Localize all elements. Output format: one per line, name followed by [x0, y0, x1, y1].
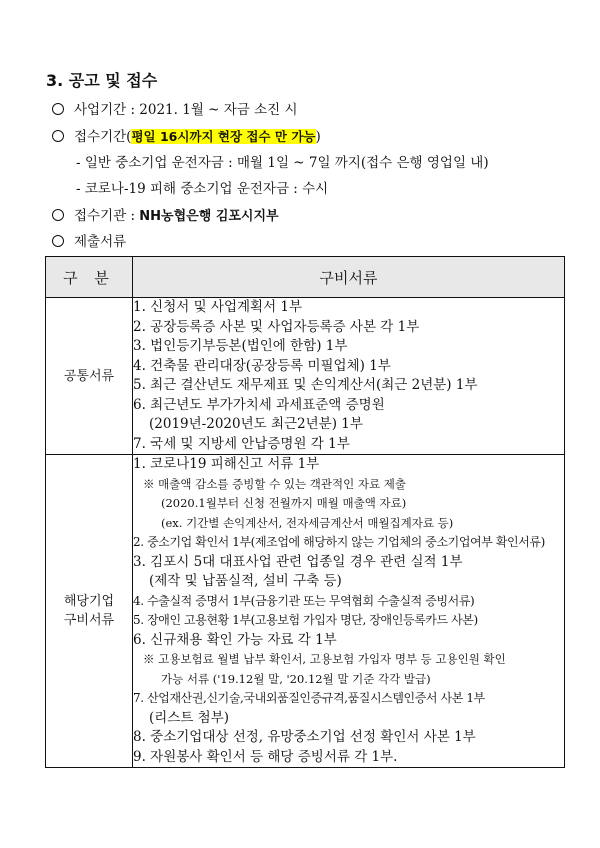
- list-note: ※ 매출액 감소를 증빙할 수 있는 객관적인 자료 제출: [143, 476, 406, 491]
- period-text: 사업기간 : 2021. 1월 ~ 자금 소진 시: [74, 102, 298, 118]
- section-heading: 3. 공고 및 접수: [46, 71, 158, 90]
- list-item: 3. 법인등기부등본(법인에 한함) 1부: [133, 338, 348, 354]
- header-category: 구 분: [46, 257, 133, 298]
- list-item: 3. 김포시 5대 대표사업 관련 업종일 경우 관련 실적 1부: [133, 553, 463, 570]
- documents-table: [45, 256, 565, 768]
- list-note: (ex. 기간별 손익계산서, 전자세금계산서 매월집계자료 등): [161, 515, 454, 530]
- corona-fund-line: - 코로나-19 피해 중소기업 운전자금 : 수시: [76, 181, 329, 197]
- table-row-specific: [46, 455, 565, 768]
- list-item: 7. 산업재산권,신기술,국내외품질인증규격,품질시스템인증서 사본 1부: [133, 691, 485, 705]
- list-item: 8. 중소기업대상 선정, 유망중소기업 선정 확인서 사본 1부: [133, 729, 476, 745]
- list-note: 가능 서류 ('19.12월 말, '20.12월 말 기준 각각 발급): [161, 671, 431, 686]
- list-item: 1. 신청서 및 사업계획서 1부: [133, 299, 303, 315]
- specific-label-line-2: 구비서류: [63, 613, 115, 628]
- list-item: 7. 국세 및 지방세 안납증명원 각 1부: [133, 435, 350, 452]
- list-item: 4. 건축물 관리대장(공장등록 미필업체) 1부: [133, 357, 391, 374]
- period-line: [52, 98, 298, 118]
- agency-prefix: 접수기관 :: [74, 208, 140, 224]
- list-item: 6. 최근년도 부가가치세 과세표준액 증명원: [133, 396, 385, 413]
- specific-label-line-1: 해당기업: [63, 594, 115, 609]
- list-note: ※ 고용보험료 월별 납부 확인서, 고용보험 가입자 명부 등 고용인원 확인: [143, 652, 506, 666]
- list-item: 9. 자원봉사 확인서 등 해당 증빙서류 각 1부.: [133, 748, 398, 765]
- list-item: 2. 중소기업 확인서 1부(제조업에 해당하지 않는 기업체의 중소기업여부 확인서류): [133, 535, 545, 549]
- list-item: 4. 수출실적 증명서 1부(금융기관 또는 무역협회 수출실적 증빙서류): [133, 593, 475, 608]
- list-item: 2. 공장등록증 사본 및 사업자등록증 사본 각 1부: [133, 318, 420, 335]
- circle-bullet-icon: [52, 103, 64, 115]
- reception-prefix: 접수기간(: [74, 129, 132, 145]
- documents-line: [52, 230, 126, 250]
- list-item: 1. 코로나19 피해신고 서류 1부: [133, 456, 320, 472]
- list-item: (2019년-2020년도 최근2년분) 1부: [149, 416, 363, 432]
- agency-line: [52, 204, 279, 224]
- list-note: (2020.1월부터 신청 전월까지 매월 매출액 자료): [161, 496, 407, 510]
- common-items: [133, 298, 565, 455]
- general-fund-line: - 일반 중소기업 운전자금 : 매월 1일 ~ 7일 까지(접수 은행 영업일 내): [76, 155, 489, 171]
- list-item: 5. 최근 결산년도 재무제표 및 손익계산서(최근 2년분) 1부: [133, 377, 478, 393]
- list-item: (제작 및 납품실적, 설비 구축 등): [149, 573, 342, 589]
- reception-line: [52, 125, 321, 145]
- circle-bullet-icon: [52, 130, 64, 142]
- list-item: 5. 장애인 고용현황 1부(고용보험 가입자 명단, 장애인등록카드 사본): [133, 613, 478, 627]
- specific-label: [46, 455, 133, 768]
- circle-bullet-icon: [52, 209, 64, 221]
- circle-bullet-icon: [52, 235, 64, 247]
- table-row-common: [46, 298, 565, 455]
- reception-suffix: ): [315, 129, 321, 145]
- table-header-row: [46, 257, 565, 298]
- reception-highlight: 평일 16시까지 현장 접수 만 가능: [131, 129, 316, 144]
- documents-text: 제출서류: [74, 234, 127, 250]
- header-documents: 구비서류: [133, 257, 565, 298]
- list-item: (리스트 첨부): [149, 709, 230, 726]
- specific-items: [133, 455, 565, 768]
- list-item: 6. 신규채용 확인 가능 자료 각 1부: [133, 631, 337, 648]
- common-label: 공통서류: [46, 298, 133, 455]
- agency-name: NH농협은행 김포시지부: [139, 209, 279, 224]
